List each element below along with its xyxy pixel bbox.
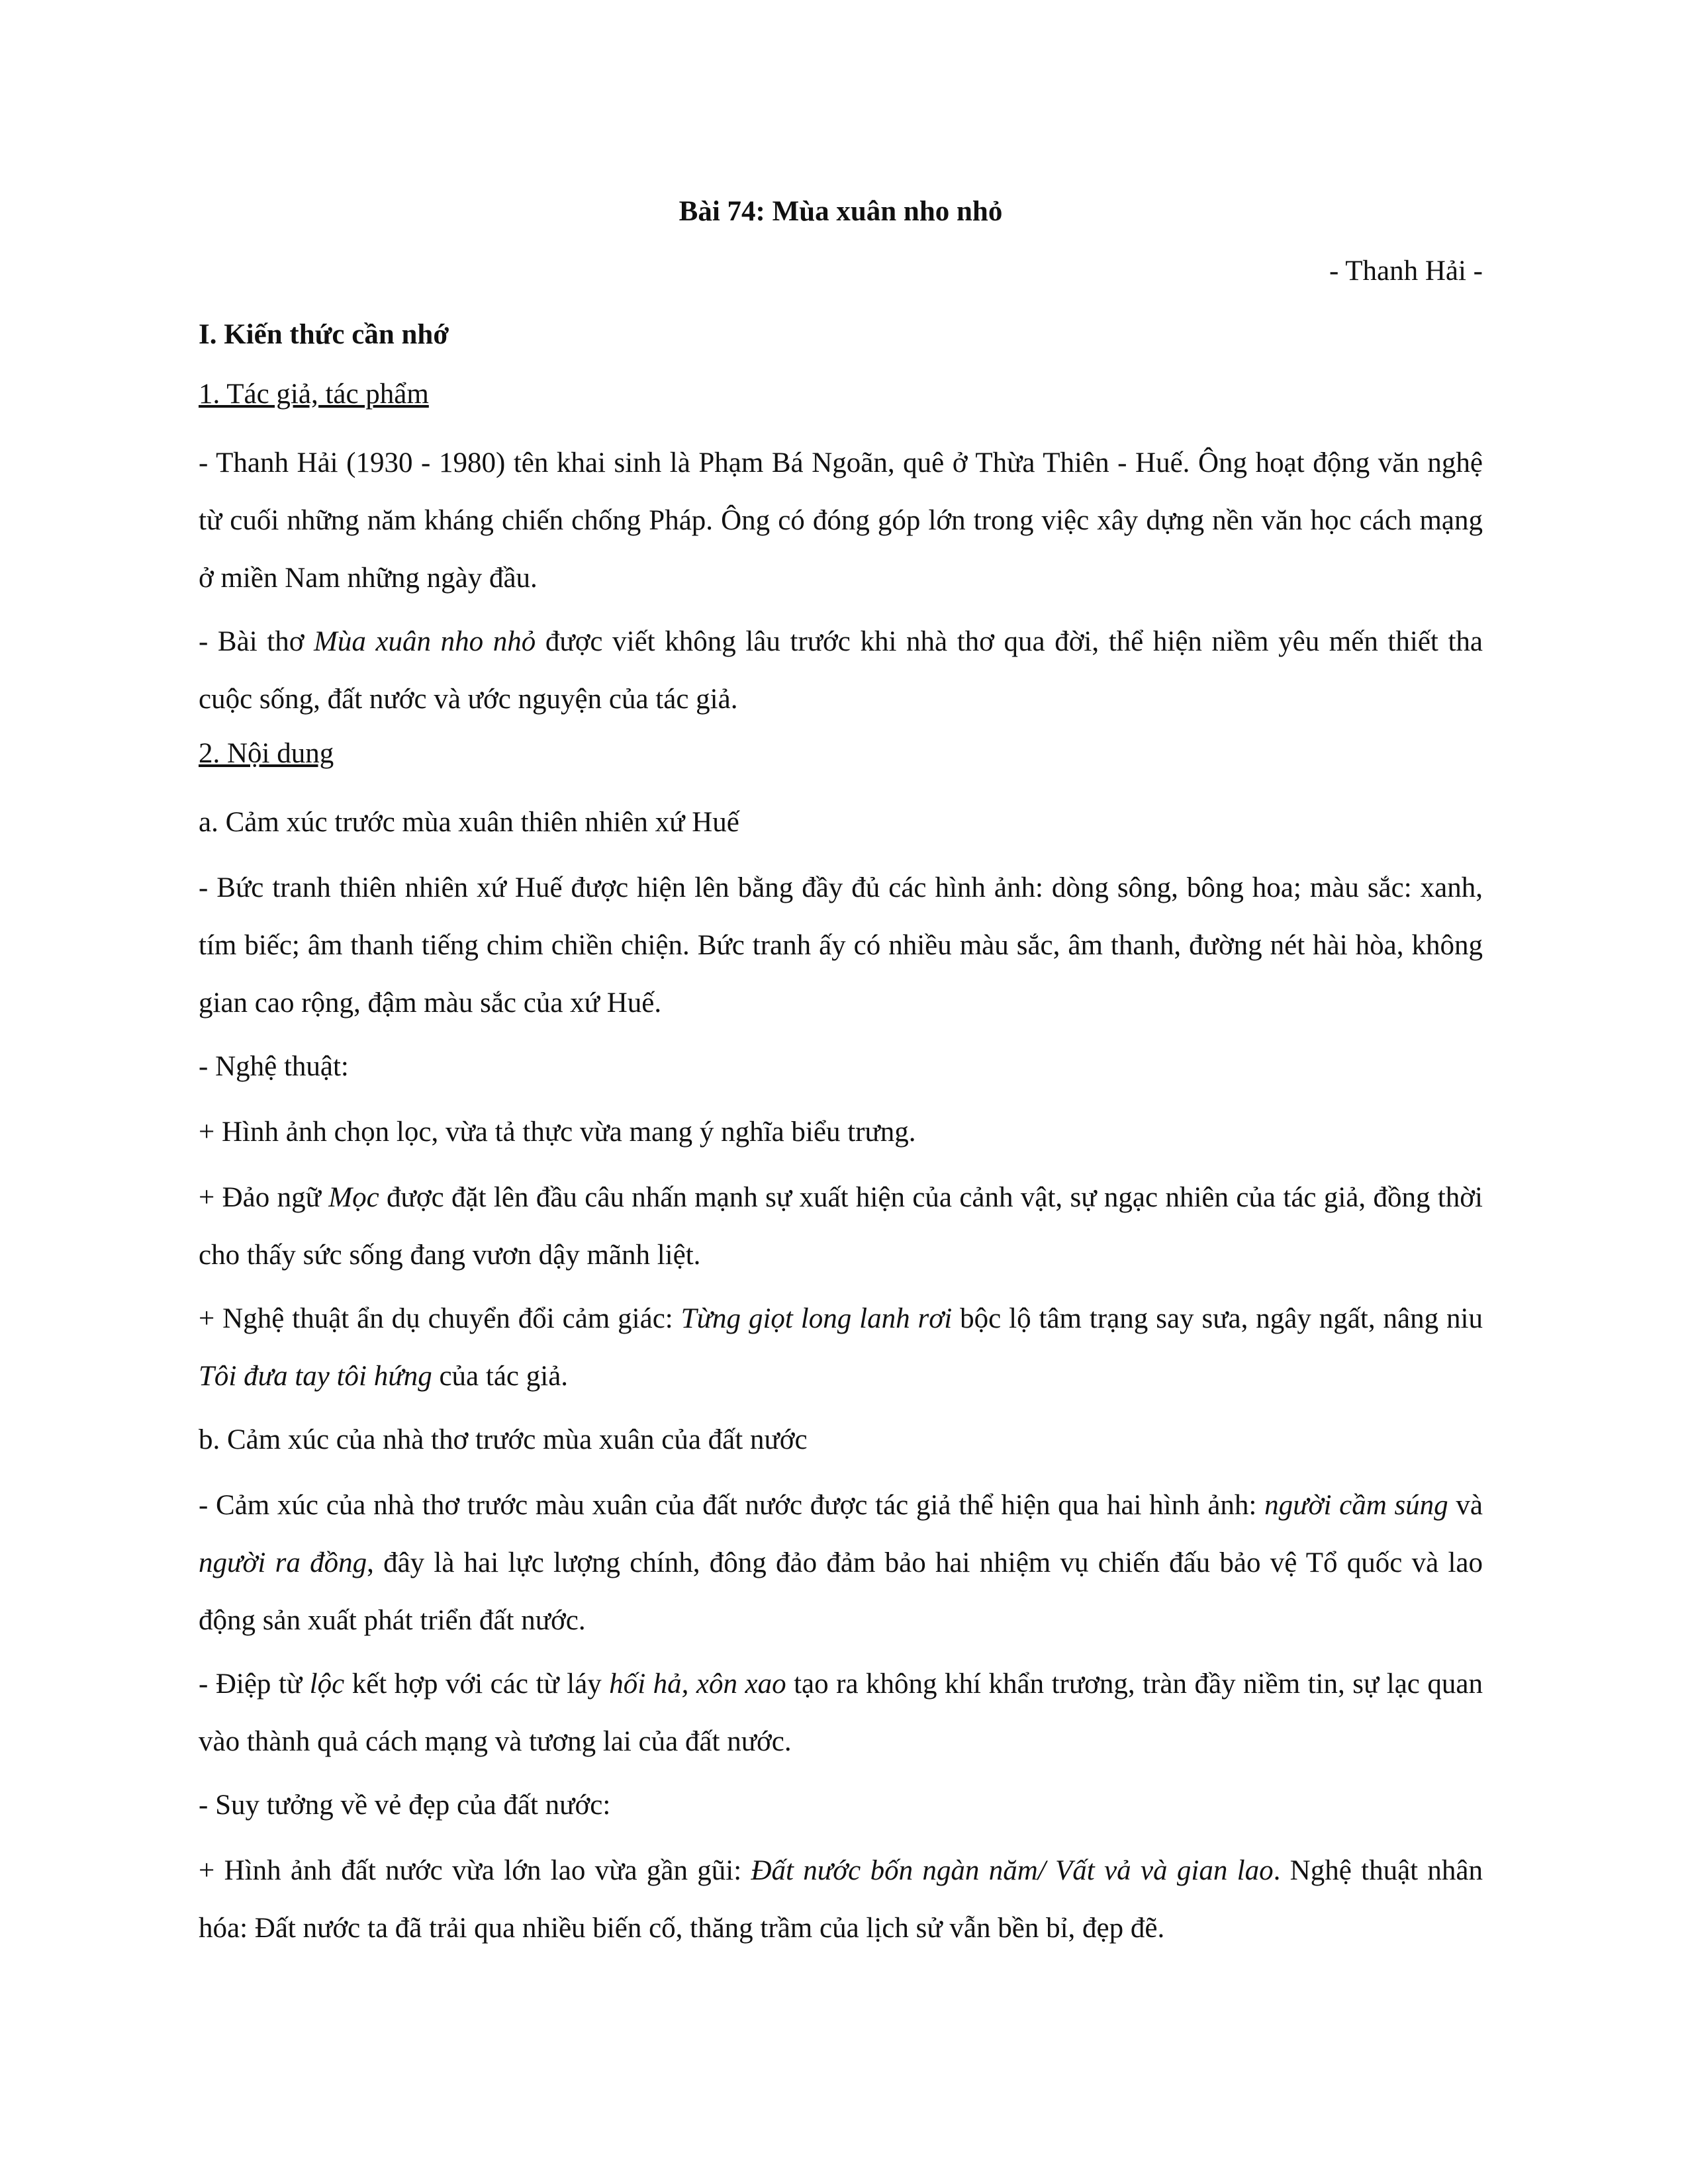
- text-segment: - Cảm xúc của nhà thơ trước màu xuân của đất nước được tác giả thể hiện qua hai hình ảnh:: [199, 1490, 1265, 1521]
- text-segment: + Hình ảnh đất nước vừa lớn lao vừa gần gũi:: [199, 1855, 751, 1886]
- text-segment: và: [1448, 1490, 1483, 1521]
- text-segment: bộc lộ tâm trạng say sưa, ngây ngất, nâng niu: [952, 1303, 1483, 1334]
- part-a-title: a. Cảm xúc trước mùa xuân thiên nhiên xứ Huế: [199, 807, 739, 838]
- subsection-content: 2. Nội dung: [199, 738, 334, 769]
- author-line: - Thanh Hải -: [1329, 255, 1483, 287]
- paragraph-poem-intro: [199, 613, 1483, 728]
- text-segment: - Điệp từ: [199, 1668, 310, 1700]
- text-segment: - Bài thơ: [199, 626, 314, 657]
- paragraph-art-label: - Nghệ thuật:: [199, 1051, 349, 1082]
- italic-segment: Mùa xuân nho nhỏ: [314, 626, 536, 657]
- paragraph-images: + Hình ảnh chọn lọc, vừa tả thực vừa mang ý nghĩa biểu trưng.: [199, 1116, 916, 1148]
- text-segment: + Nghệ thuật ẩn dụ chuyển đổi cảm giác:: [199, 1303, 681, 1334]
- paragraph-author-bio: - Thanh Hải (1930 - 1980) tên khai sinh là Phạm Bá Ngoãn, quê ở Thừa Thiên - Huế. Ông hoạt động văn nghệ từ cuối những năm kháng chiến chống Pháp. Ông có đóng góp lớn trong việc xây dựng nền văn học cách mạng ở miền Nam những ngày đầu.: [199, 447, 1483, 594]
- paragraph-country-image: [199, 1842, 1483, 1957]
- italic-segment: người ra đồng: [199, 1547, 367, 1578]
- text-segment: . Nghệ thuật nhân hóa: Đất nước ta đã trải qua nhiều biến cố, thăng trầm của lịch sử vẫn bền bỉ, đẹp đẽ.: [199, 1855, 1483, 1944]
- italic-segment: người cầm súng: [1264, 1490, 1448, 1521]
- paragraph-reflection-label: - Suy tưởng về vẻ đẹp của đất nước:: [199, 1790, 611, 1821]
- text-segment: kết hợp với các từ láy: [344, 1668, 610, 1700]
- italic-segment: lộc: [309, 1668, 345, 1700]
- section-heading: I. Kiến thức cần nhớ: [199, 319, 449, 350]
- paragraph-country-spring: [199, 1477, 1483, 1649]
- italic-segment: Đất nước bốn ngàn năm/ Vất vả và gian lao: [751, 1855, 1274, 1886]
- part-b-title: b. Cảm xúc của nhà thơ trước mùa xuân của đất nước: [199, 1424, 808, 1455]
- text-segment: , đây là hai lực lượng chính, đông đảo đảm bảo hai nhiệm vụ chiến đấu bảo vệ Tổ quốc và lao động sản xuất phát triển đất nước.: [199, 1547, 1483, 1636]
- subsection-author-work: 1. Tác giả, tác phẩm: [199, 379, 429, 410]
- paragraph-repetition: [199, 1655, 1483, 1770]
- document-page: [199, 192, 1483, 1963]
- italic-segment: Từng giọt long lanh rơi: [680, 1303, 953, 1334]
- text-segment: của tác giả.: [432, 1361, 569, 1392]
- text-segment: được đặt lên đầu câu nhấn mạnh sự xuất hiện của cảnh vật, sự ngạc nhiên của tác giả, đồng thời cho thấy sức sống đang vươn dậy mãnh liệt.: [199, 1182, 1483, 1271]
- italic-segment: Tôi đưa tay tôi hứng: [199, 1361, 432, 1392]
- paragraph-inversion: [199, 1169, 1483, 1284]
- page-title: Bài 74: Mùa xuân nho nhỏ: [679, 196, 1003, 227]
- paragraph-hue-nature: - Bức tranh thiên nhiên xứ Huế được hiện lên bằng đầy đủ các hình ảnh: dòng sông, bông hoa; màu sắc: xanh, tím biếc; âm thanh tiếng chim chiền chiện. Bức tranh ấy có nhiều màu sắc, âm thanh, đường nét hài hòa, không gian cao rộng, đậm màu sắc của xứ Huế.: [199, 872, 1483, 1019]
- text-segment: được viết không lâu trước khi nhà thơ qua đời, thể hiện niềm yêu mến thiết tha cuộc sống, đất nước và ước nguyện của tác giả.: [199, 626, 1483, 715]
- italic-segment: Mọc: [328, 1182, 379, 1213]
- text-segment: tạo ra không khí khẩn trương, tràn đầy niềm tin, sự lạc quan vào thành quả cách mạng và tương lai của đất nước.: [199, 1668, 1483, 1757]
- italic-segment: hối hả, xôn xao: [609, 1668, 786, 1700]
- text-segment: + Đảo ngữ: [199, 1182, 329, 1213]
- paragraph-metaphor: [199, 1290, 1483, 1405]
